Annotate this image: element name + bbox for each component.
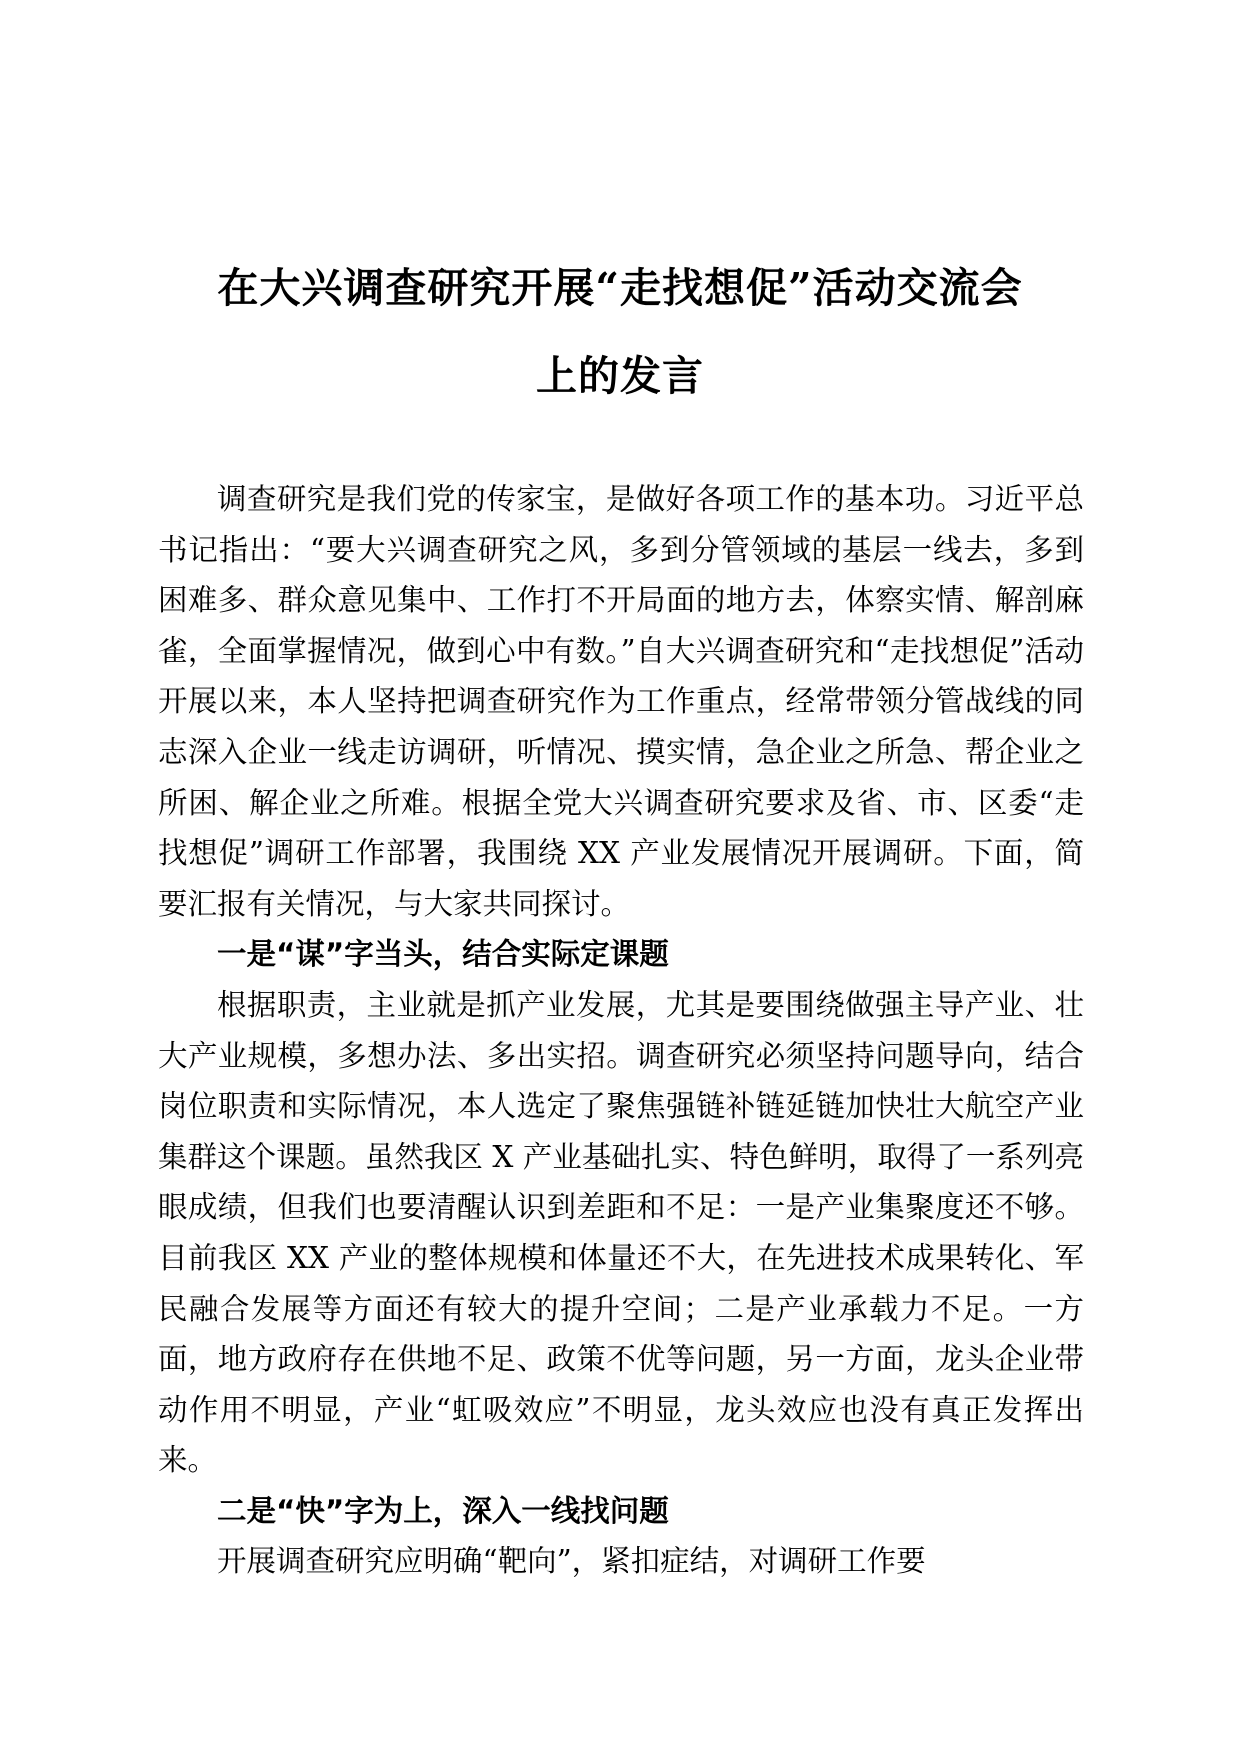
- section-heading-1: 一是“谋”字当头，结合实际定课题: [217, 937, 669, 972]
- section-heading-2: 二是“快”字为上，深入一线找问题: [217, 1493, 669, 1528]
- title-line-1: 在大兴调查研究开展“走找想促”活动交流会: [217, 264, 1023, 312]
- body-paragraph-section-1: 根据职责，主业就是抓产业发展，尤其是要围绕做强主导产业、壮大产业规模，多想办法、多出实招。调查研究必须坚持问题导向，结合岗位职责和实际情况，本人选定了聚焦强链补链延链加快壮大航空产业集群这个课题。虽然我区 X 产业基础扎实、特色鲜明，取得了一系列亮眼成绩，但我们也要清醒认识到差距和不足：一是产业集聚度还不够。目前我区 XX 产业的整体规模和体量还不大，在先进技术成果转化、军民融合发展等方面还有较大的提升空间；二是产业承载力不足。一方面，地方政府存在供地不足、政策不优等问题，另一方面，龙头企业带动作用不明显，产业“虹吸效应”不明显，龙头效应也没有真正发挥出来。: [158, 987, 1084, 1478]
- title-line-2: 上的发言: [536, 352, 704, 400]
- body-paragraph-section-2: 开展调查研究应明确“靶向”，紧扣症结，对调研工作要: [217, 1544, 926, 1579]
- document-body: [158, 474, 1084, 1587]
- body-paragraph-intro: 调查研究是我们党的传家宝，是做好各项工作的基本功。习近平总书记指出：“要大兴调查研究之风，多到分管领域的基层一线去，多到困难多、群众意见集中、工作打不开局面的地方去，体察实情、解剖麻雀，全面掌握情况，做到心中有数。”自大兴调查研究和“走找想促”活动开展以来，本人坚持把调查研究作为工作重点，经常带领分管战线的同志深入企业一线走访调研，听情况、摸实情，急企业之所急、帮企业之所困、解企业之所难。根据全党大兴调查研究要求及省、市、区委“走找想促”调研工作部署，我围绕 XX 产业发展情况开展调研。下面，简要汇报有关情况，与大家共同探讨。: [158, 482, 1084, 921]
- document-title: [150, 244, 1090, 420]
